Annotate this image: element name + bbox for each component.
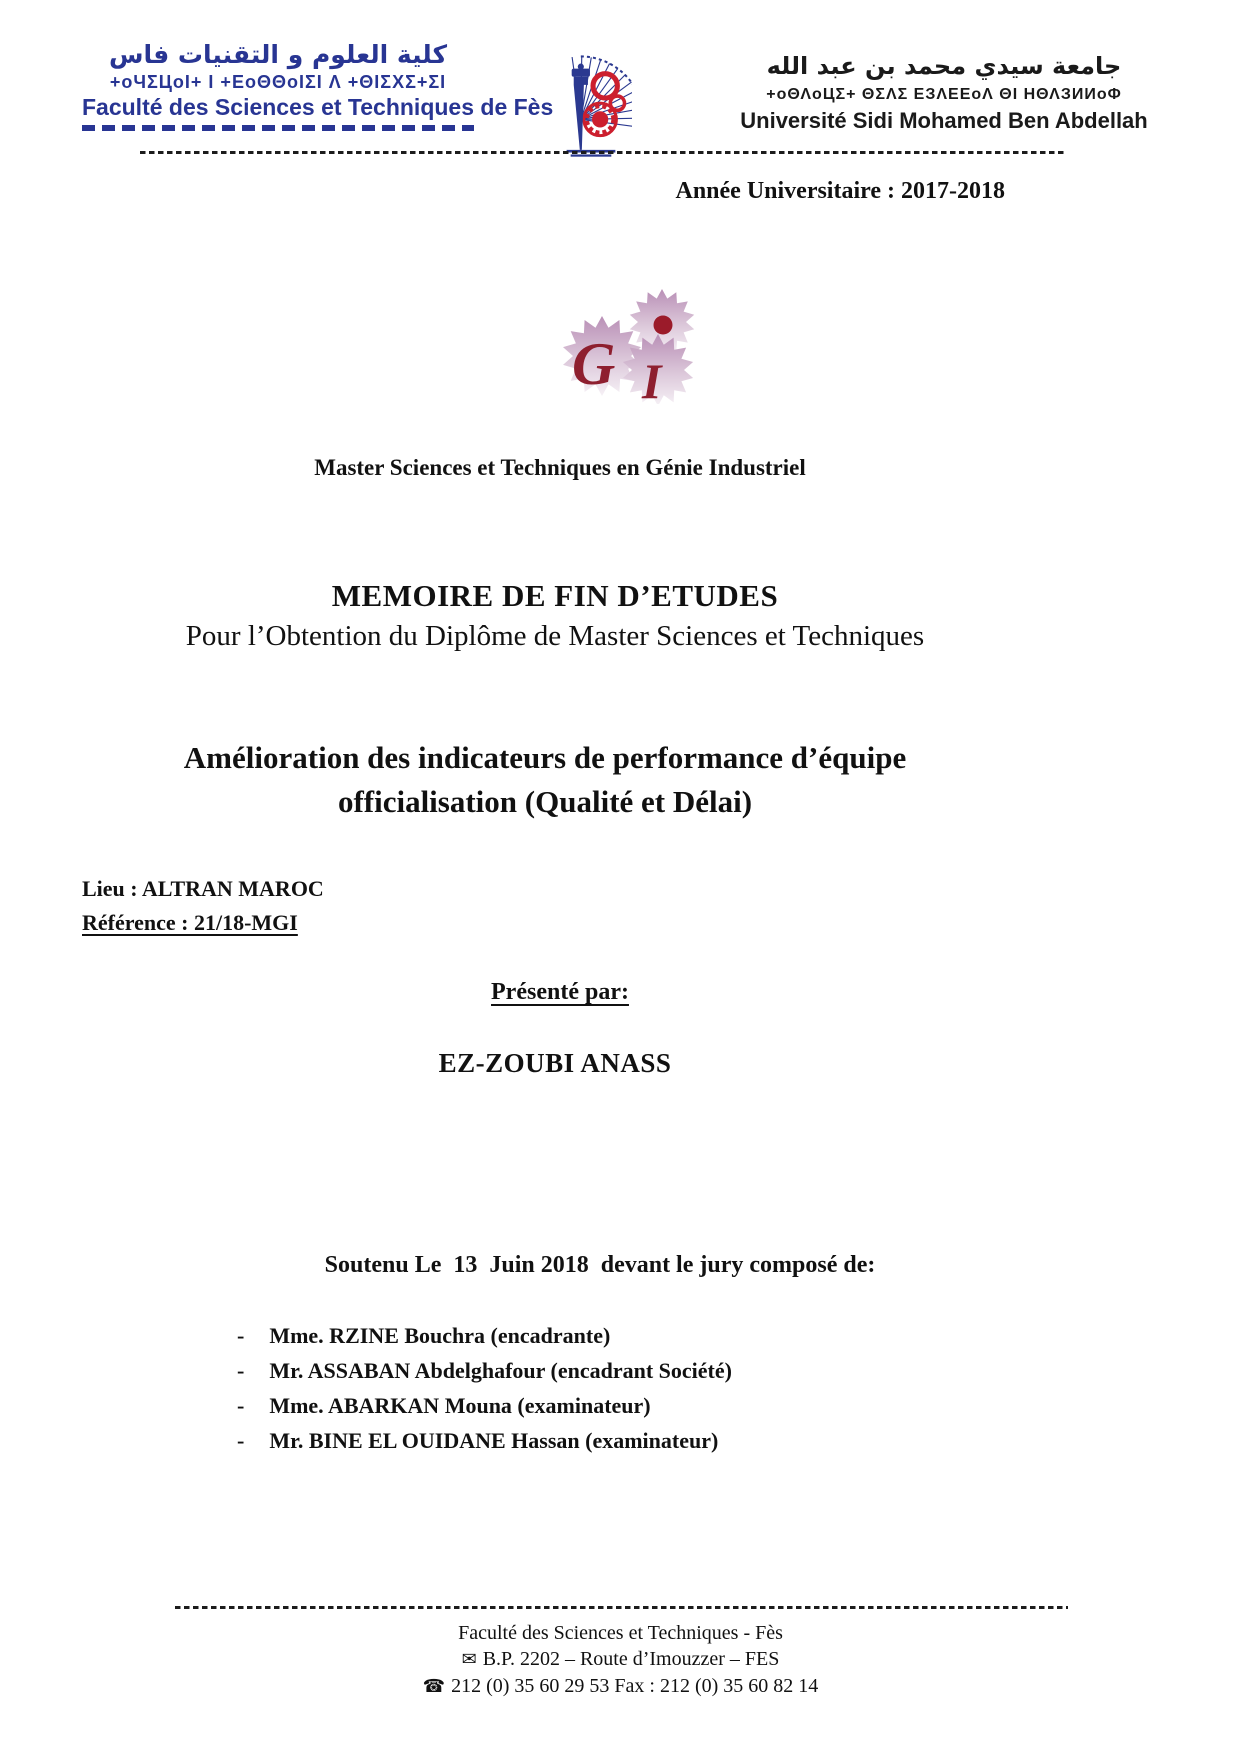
fst-french-title: Faculté des Sciences et Techniques de Fès xyxy=(82,94,554,120)
footer-phone-line xyxy=(0,1673,1241,1700)
jury-bullet: - xyxy=(237,1323,245,1348)
jury-member-name: Mr. BINE EL OUIDANE Hassan (examinateur) xyxy=(269,1428,719,1453)
phone-icon: ☎ xyxy=(422,1676,446,1697)
usmba-logo-block xyxy=(709,28,1179,134)
author-name: EZ-ZOUBI ANASS xyxy=(438,1048,672,1078)
reference-line: Référence : 21/18-MGI xyxy=(82,910,298,935)
gi-letter-i: I xyxy=(642,353,662,404)
gi-program-logo xyxy=(558,284,708,404)
footer-separator-line xyxy=(175,1606,1068,1609)
i-dot-icon xyxy=(654,316,673,335)
jury-list xyxy=(237,1324,732,1464)
jury-member-name: Mme. ABARKAN Mouna (examinateur) xyxy=(269,1393,651,1418)
footer-faculty-line: Faculté des Sciences et Techniques - Fès xyxy=(458,1622,783,1644)
footer-phone-text: 212 (0) 35 60 29 53 Fax : 212 (0) 35 60 82 14 xyxy=(451,1675,819,1697)
page-footer xyxy=(0,1620,1241,1700)
fst-decorative-bar xyxy=(82,125,474,131)
fst-logo-block xyxy=(82,28,554,131)
jury-bullet: - xyxy=(237,1393,245,1418)
usmba-tifinagh-title: +oΘΛoЦΣ+ ΘΣΛΣ ЕЗΛЕЕoΛ ΘI ΗΘΛЗИИoΦ xyxy=(766,86,1122,103)
jury-member-name: Mme. RZINE Bouchra (encadrante) xyxy=(269,1323,611,1348)
diploma-subheading: Pour l’Obtention du Diplôme de Master Sciences et Techniques xyxy=(185,620,925,652)
header-separator-line xyxy=(140,151,1065,154)
university-emblem-icon xyxy=(552,28,632,158)
jury-member xyxy=(237,1394,732,1417)
memoire-heading: MEMOIRE DE FIN D’ETUDES xyxy=(331,578,779,613)
presented-by-label xyxy=(0,979,1120,1006)
gi-letter-g: G xyxy=(572,331,616,397)
jury-member xyxy=(237,1429,732,1452)
usmba-french-title: Université Sidi Mohamed Ben Abdellah xyxy=(740,108,1148,133)
location-line: Lieu : ALTRAN MAROC xyxy=(82,876,324,901)
fst-arabic-title: كلية العلوم و التقنيات فاس xyxy=(108,40,448,69)
presented-by-text: Présenté par: xyxy=(491,979,629,1005)
usmba-arabic-title: جامعة سيدي محمد بن عبد الله xyxy=(766,52,1122,80)
page-header xyxy=(82,28,1179,158)
footer-address-text: B.P. 2202 – Route d’Imouzzer – FES xyxy=(482,1648,780,1670)
mail-icon: ✉ xyxy=(461,1649,477,1670)
program-name: Master Sciences et Techniques en Génie Industriel xyxy=(314,455,806,480)
jury-member xyxy=(237,1359,732,1382)
thesis-title xyxy=(0,736,1090,824)
jury-member xyxy=(237,1324,732,1347)
footer-address-line xyxy=(0,1646,1241,1673)
thesis-title-line2: officialisation (Qualité et Délai) xyxy=(337,784,753,819)
jury-bullet: - xyxy=(237,1358,245,1383)
jury-member-name: Mr. ASSABAN Abdelghafour (encadrant Société) xyxy=(269,1358,732,1383)
defense-heading: Soutenu Le 13 Juin 2018 devant le jury composé de: xyxy=(324,1252,876,1278)
academic-year: Année Universitaire : 2017-2018 xyxy=(675,178,1005,204)
thesis-title-line1: Amélioration des indicateurs de performance d’équipe xyxy=(183,740,907,775)
jury-bullet: - xyxy=(237,1428,245,1453)
fst-tifinagh-title: +oЧΣЦoI+ I +ЕoΘΘoIΣI Λ +ΘIΣΧΣ+ΣI xyxy=(109,72,447,92)
